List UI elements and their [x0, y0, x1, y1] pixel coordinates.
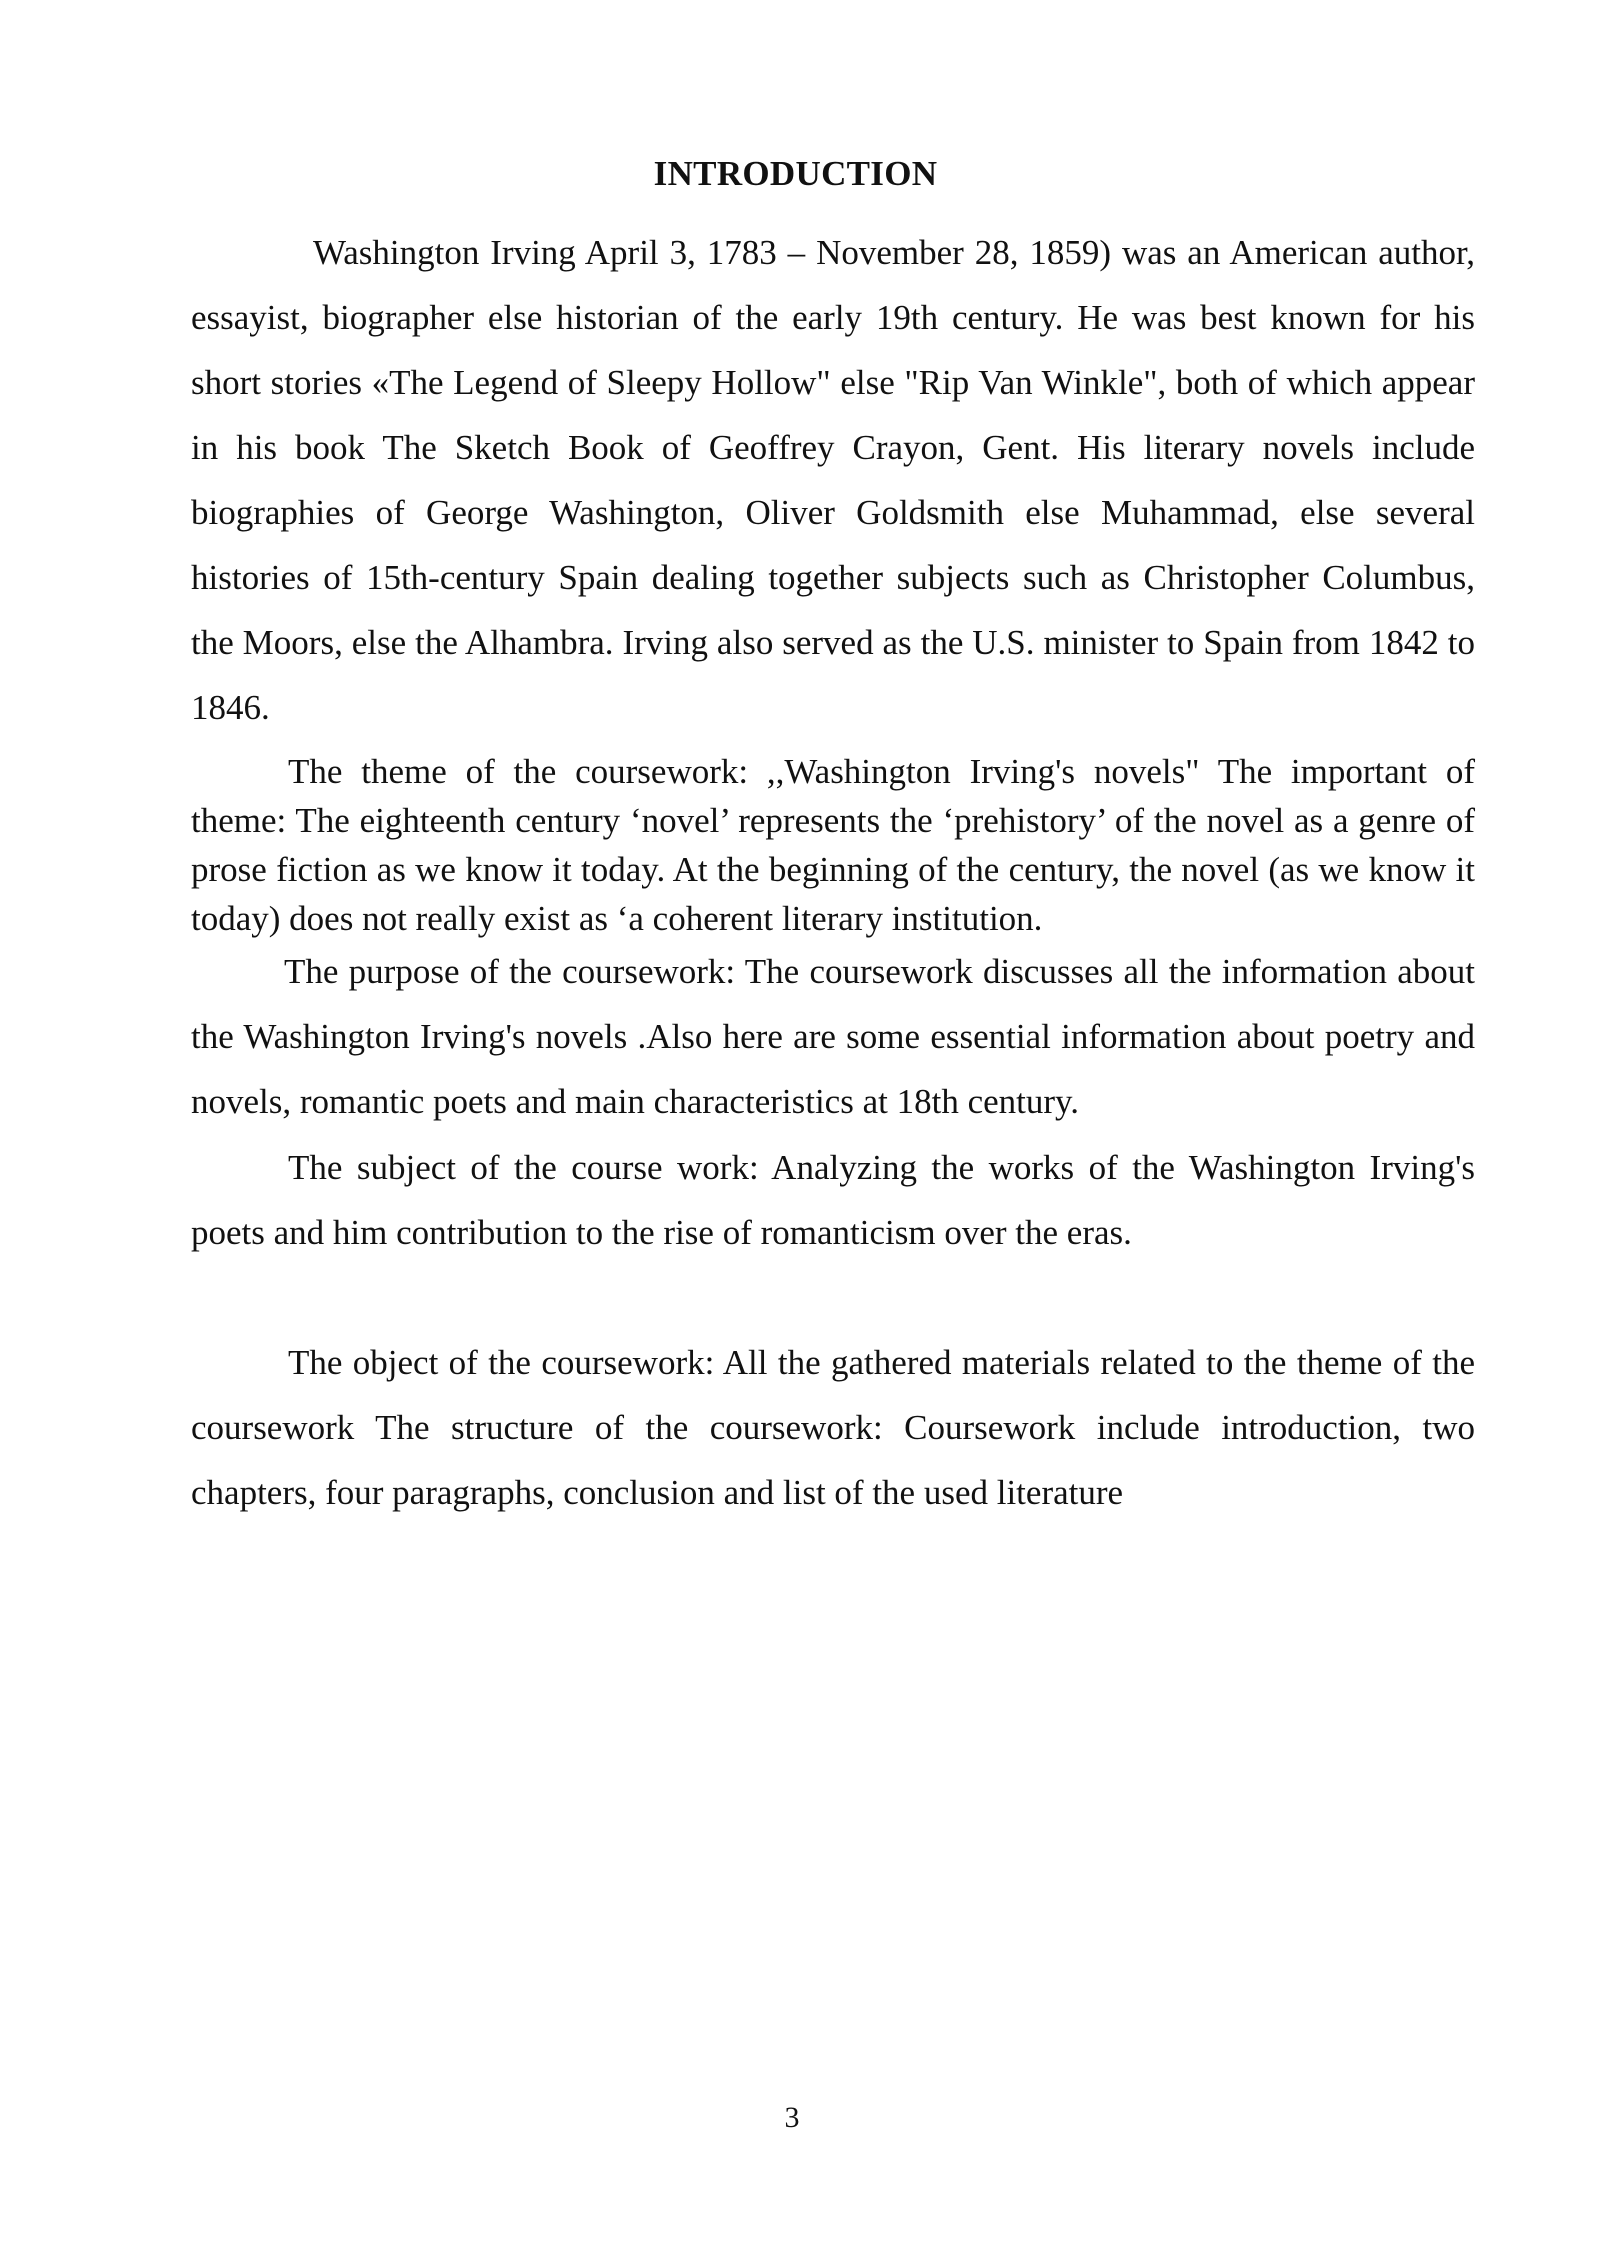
- paragraph-purpose: The purpose of the coursework: The coursework discusses all the information about the Washington Irving's novels .Also here are some essential information about poetry and novels, romantic poets and main characteristics at 18th century.: [191, 952, 1475, 1121]
- section-heading: INTRODUCTION: [653, 154, 938, 193]
- paragraph-subject: The subject of the course work: Analyzing the works of the Washington Irving's poets and him contribution to the rise of romanticism over the eras.: [191, 1148, 1475, 1252]
- paragraph-biography: Washington Irving April 3, 1783 – November 28, 1859) was an American author, essayist, biographer else historian of the early 19th century. He was best known for his short stories «The Legend of Sleepy Hollow" else "Rip Van Winkle", both of which appear in his book The Sketch Book of Geoffrey Crayon, Gent. His literary novels include biographies of George Washington, Oliver Goldsmith else Muhammad, else several histories of 15th-century Spain dealing together subjects such as Christopher Columbus, the Moors, else the Alhambra. Irving also served as the U.S. minister to Spain from 1842 to 1846.: [191, 233, 1475, 727]
- paragraph-theme: The theme of the coursework: ,,Washington Irving's novels" The important of theme: The eighteenth century ‘novel’ represents the ‘prehistory’ of the novel as a genre of prose fiction as we know it today. At the beginning of the century, the novel (as we know it today) does not really exist as ‘a coherent literary institution.: [191, 752, 1475, 938]
- page-number: 3: [784, 2101, 800, 2134]
- paragraph-object-structure: The object of the coursework: All the gathered materials related to the theme of the coursework The structure of the coursework: Coursework include introduction, two chapters, four paragraphs, conclusion and list of the used literature: [191, 1343, 1475, 1512]
